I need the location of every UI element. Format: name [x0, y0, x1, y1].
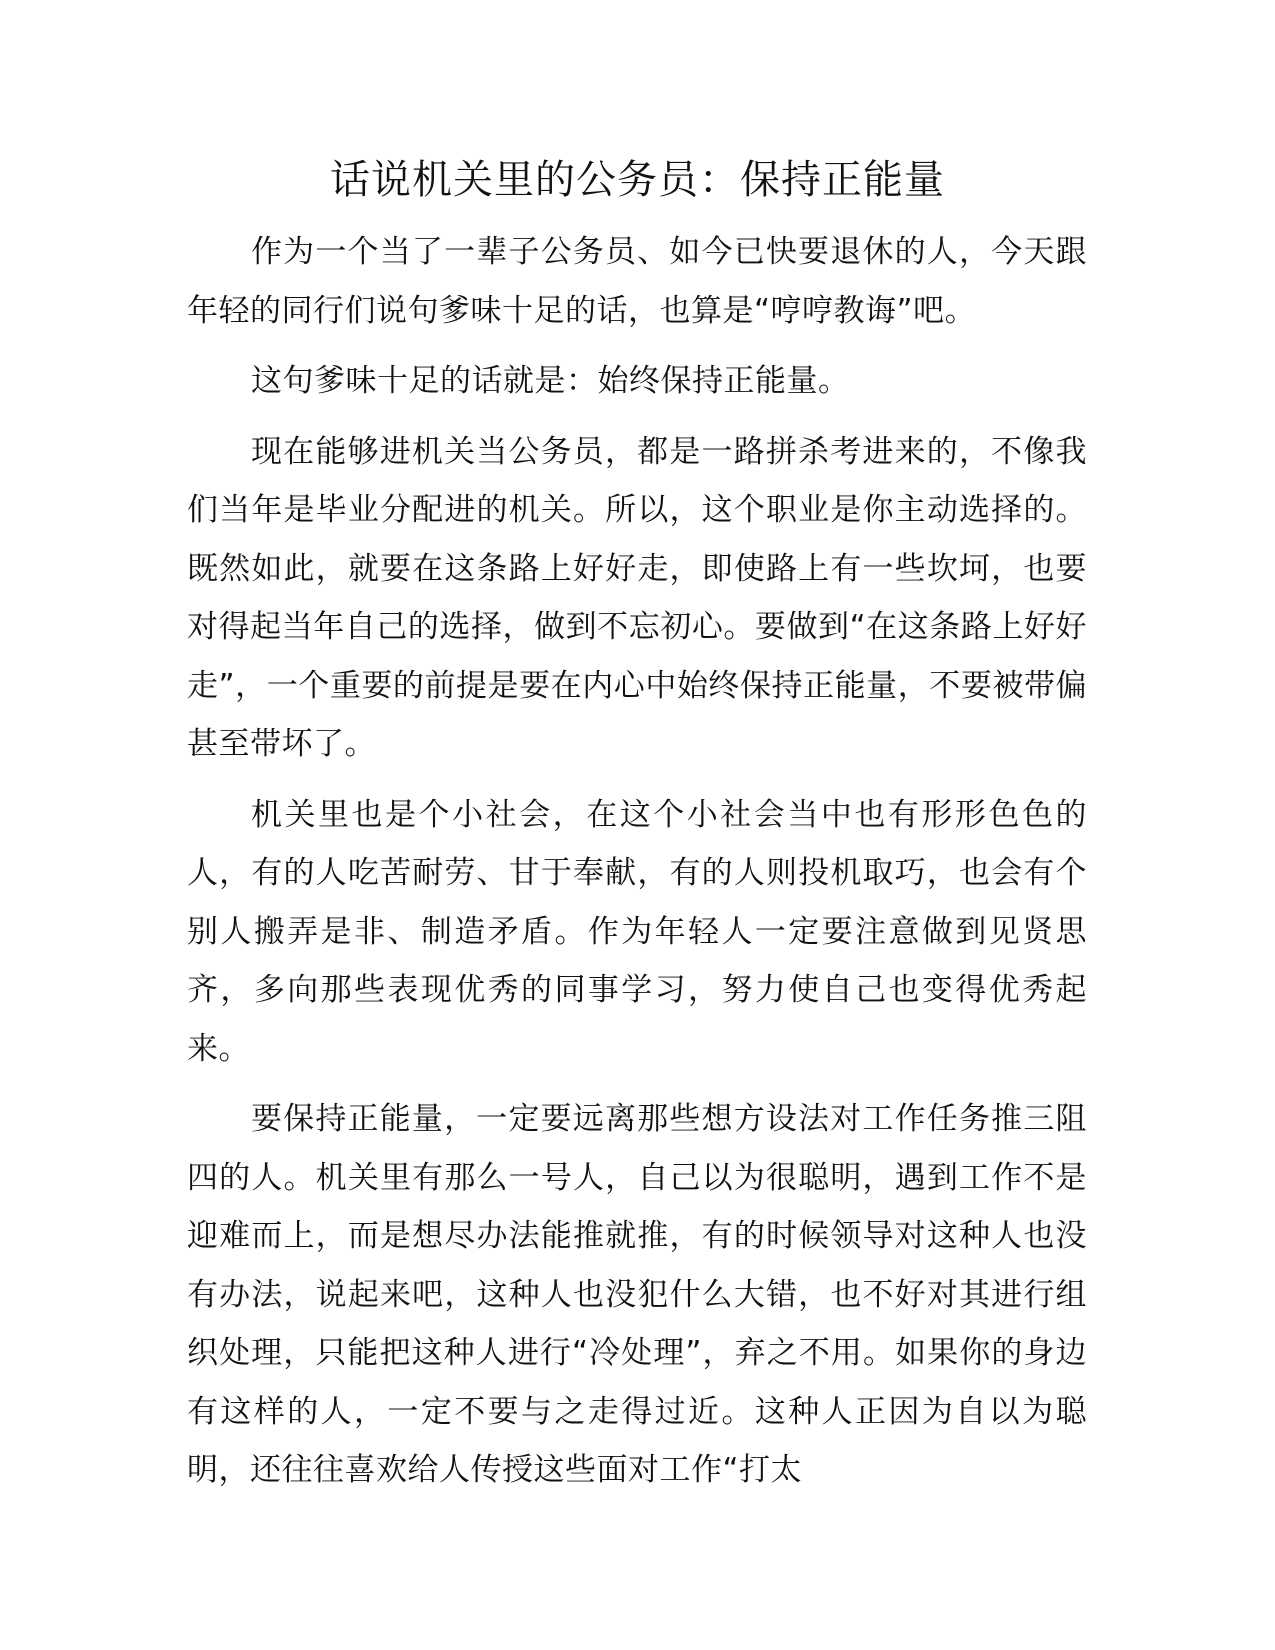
paragraph-2: 这句爹味十足的话就是：始终保持正能量。	[251, 363, 850, 399]
paragraph-4: 机关里也是个小社会，在这个小社会当中也有形形色色的人，有的人吃苦耐劳、甘于奉献，有的人则投机取巧，也会有个别人搬弄是非、制造矛盾。作为年轻人一定要注意做到见贤思齐，多向那些表现优秀的同事学习，努力使自己也变得优秀起来。	[187, 796, 1087, 1067]
document-body	[187, 223, 1087, 1512]
paragraph-3: 现在能够进机关当公务员，都是一路拼杀考进来的，不像我们当年是毕业分配进的机关。所以，这个职业是你主动选择的。既然如此，就要在这条路上好好走，即使路上有一些坎坷，也要对得起当年自己的选择，做到不忘初心。要做到“在这条路上好好走”，一个重要的前提是要在内心中始终保持正能量，不要被带偏甚至带坏了。	[187, 433, 1087, 762]
paragraph-1: 作为一个当了一辈子公务员、如今已快要退休的人，今天跟年轻的同行们说句爹味十足的话，也算是“哼哼教诲”吧。	[187, 234, 1087, 329]
paragraph-5: 要保持正能量，一定要远离那些想方设法对工作任务推三阻四的人。机关里有那么一号人，自己以为很聪明，遇到工作不是迎难而上，而是想尽办法能推就推，有的时候领导对这种人也没有办法，说起来吧，这种人也没犯什么大错，也不好对其进行组织处理，只能把这种人进行“冷处理”，弃之不用。如果你的身边有这样的人，一定不要与之走得过近。这种人正因为自以为聪明，还往往喜欢给人传授这些面对工作“打太	[187, 1101, 1087, 1488]
document-title: 话说机关里的公务员：保持正能量	[330, 157, 945, 203]
